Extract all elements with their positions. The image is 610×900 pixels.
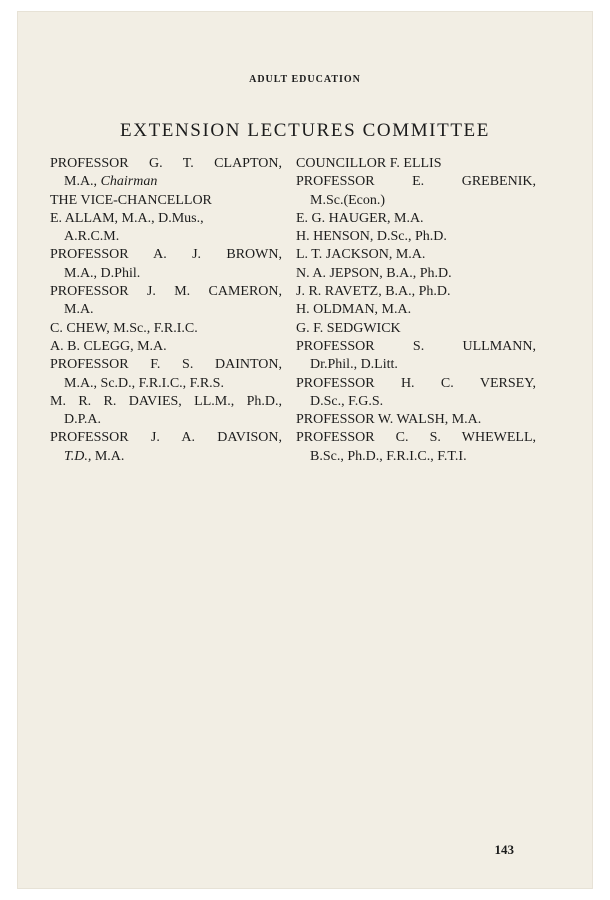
member-name: E. ALLAM, M.A., D.Mus.,: [50, 210, 204, 226]
member-entry: [50, 393, 282, 430]
member-qualifications: M.A.: [64, 302, 94, 318]
member-name: COUNCILLOR F. ELLIS: [296, 156, 442, 171]
member-name: PROFESSOR C. S. WHEWELL,: [296, 430, 536, 446]
member-qualifications: M.Sc.(Econ.): [310, 192, 386, 208]
member-name: N. A. JEPSON, B.A., Ph.D.: [296, 265, 452, 281]
member-name: M. R. R. DAVIES, LL.M., Ph.D.,: [50, 393, 282, 409]
page-number: 143: [494, 842, 514, 857]
member-entry: [296, 173, 536, 210]
member-entry: [50, 192, 282, 210]
member-name: PROFESSOR J. M. CAMERON,: [50, 284, 282, 300]
running-head: ADULT EDUCATION: [249, 74, 361, 85]
member-entry: [296, 320, 536, 338]
member-name: E. G. HAUGER, M.A.: [296, 210, 424, 226]
member-qualifications: Dr.Phil., D.Litt.: [310, 357, 398, 373]
member-entry: [296, 375, 536, 412]
member-qualifications: M.A., Sc.D., F.R.I.C., F.R.S.: [64, 375, 224, 391]
member-qualifications: T.D., M.A.: [64, 448, 125, 464]
member-entry: [296, 283, 536, 301]
member-qualifications: B.Sc., Ph.D., F.R.I.C., F.T.I.: [310, 448, 467, 464]
member-name: PROFESSOR S. ULLMANN,: [296, 338, 536, 354]
member-name: A. B. CLEGG, M.A.: [50, 338, 167, 354]
member-name: PROFESSOR W. WALSH, M.A.: [296, 412, 482, 428]
decoration: T.D.,: [64, 448, 95, 464]
member-entry: [50, 210, 282, 247]
member-name: PROFESSOR G. T. CLAPTON,: [50, 156, 282, 171]
member-entry: [50, 283, 282, 320]
member-qualifications: A.R.C.M.: [64, 229, 120, 245]
member-name: PROFESSOR F. S. DAINTON,: [50, 357, 282, 373]
member-name: PROFESSOR H. C. VERSEY,: [296, 375, 536, 391]
member-name: L. T. JACKSON, M.A.: [296, 247, 426, 263]
members-right-column: [296, 155, 536, 466]
member-qualifications: D.P.A.: [64, 412, 101, 428]
member-entry: [296, 338, 536, 375]
document-page: [18, 12, 592, 888]
page-title: EXTENSION LECTURES COMMITTEE: [120, 120, 490, 141]
member-name: PROFESSOR E. GREBENIK,: [296, 174, 536, 190]
member-entry: [296, 301, 536, 319]
member-name: C. CHEW, M.Sc., F.R.I.C.: [50, 320, 198, 336]
member-name: J. R. RAVETZ, B.A., Ph.D.: [296, 284, 451, 300]
member-entry: [296, 429, 536, 466]
members-left-column: [50, 155, 282, 466]
member-entry: [296, 265, 536, 283]
member-entry: [296, 155, 536, 173]
member-qualifications: D.Sc., F.G.S.: [310, 393, 384, 409]
member-entry: [50, 429, 282, 466]
member-qualifications: M.A., D.Phil.: [64, 265, 141, 281]
member-entry: [296, 246, 536, 264]
member-entry: [50, 356, 282, 393]
member-entry: [50, 246, 282, 283]
member-entry: [50, 338, 282, 356]
member-entry: [296, 411, 536, 429]
member-qualifications: M.A., Chairman: [64, 174, 158, 190]
member-name: THE VICE-CHANCELLOR: [50, 192, 212, 208]
member-entry: [50, 155, 282, 192]
member-entry: [50, 320, 282, 338]
member-name: G. F. SEDGWICK: [296, 320, 401, 336]
member-name: H. HENSON, D.Sc., Ph.D.: [296, 229, 447, 245]
member-entry: [296, 210, 536, 228]
member-name: H. OLDMAN, M.A.: [296, 302, 412, 318]
member-name: PROFESSOR A. J. BROWN,: [50, 247, 282, 263]
member-name: PROFESSOR J. A. DAVISON,: [50, 430, 282, 446]
chairman-role: Chairman: [100, 174, 158, 190]
member-entry: [296, 228, 536, 246]
